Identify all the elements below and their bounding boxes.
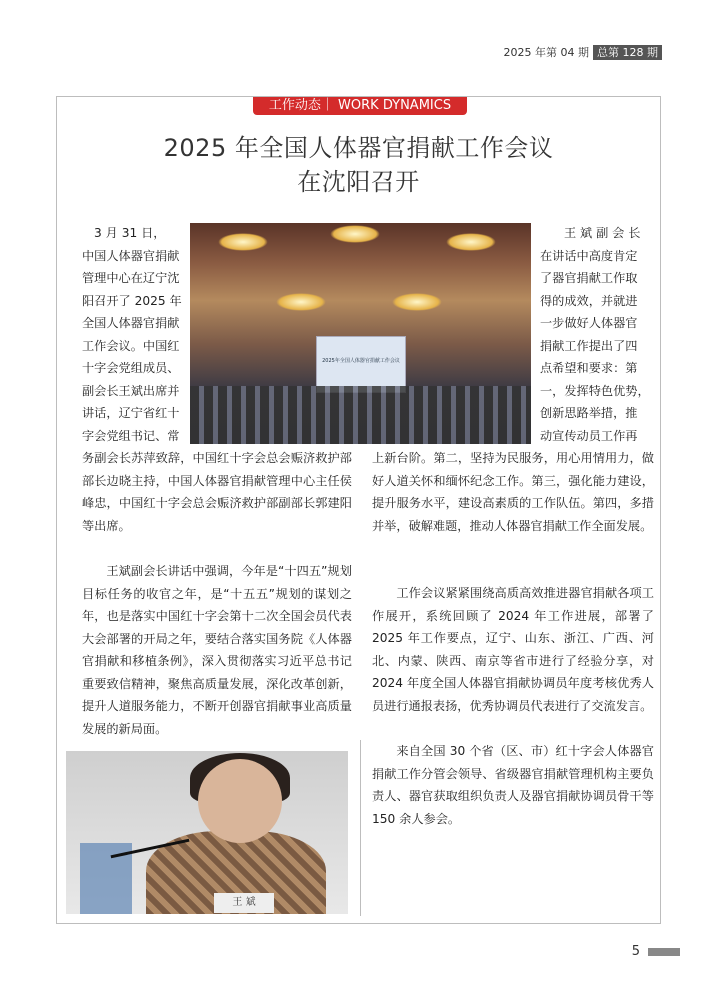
para1-line: 中国人体器官捐献: [82, 248, 180, 263]
para1-line: 字会党组书记、常: [82, 428, 180, 443]
para3-line: 一，发挥特色优势，: [540, 383, 650, 398]
speaker-face: [198, 759, 282, 843]
audience-rows: [190, 386, 531, 444]
column-divider: [360, 740, 361, 916]
conference-photo: [190, 223, 531, 444]
para3-line: 王 斌 副 会 长: [564, 226, 641, 240]
para3-line: 在讲话中高度肯定: [540, 248, 638, 263]
para1-line: 副会长王斌出席并: [82, 383, 180, 398]
article-title-line1: 2025 年全国人体器官捐献工作会议: [163, 134, 554, 162]
page-number: 5: [631, 944, 640, 959]
para1-line: 讲话，辽宁省红十: [82, 406, 180, 420]
projection-screen: [316, 336, 406, 393]
chandelier-icon: [330, 225, 380, 243]
para1-line: 阳召开了 2025 年: [82, 293, 182, 308]
para1-line: 十字会党组成员、: [82, 361, 180, 375]
para3-line: 一步做好人体器官: [540, 316, 638, 330]
issue-number: 2025 年第 04 期: [503, 46, 589, 59]
para3-line: 捐献工作提出了四: [540, 338, 638, 353]
para3-line: 得的成效，并就进: [540, 293, 638, 308]
para3-line: 动宣传动员工作再: [540, 428, 638, 443]
para3-rest: 上新台阶。第二，坚持为民服务，用心用情用力，做好人道关怀和缅怀纪念工作。第三，强化能力建设，提升服务水平，建设高素质的工作队伍。第四，多措并举，破解难题，推动人体器官捐献工作全面发展。: [372, 451, 654, 533]
para1-line: 全国人体器官捐献: [82, 316, 180, 330]
para5: 来自全国 30 个省（区、市）红十字会人体器官捐献工作分管会领导、省级器官捐献管理机构主要负责人、器官获取组织负责人及器官捐献协调员骨干等 150 余人参会。: [372, 744, 654, 826]
chandelier-icon: [276, 293, 326, 311]
screen-title: 2025年全国人体器官捐献工作会议: [322, 358, 400, 364]
article-title-line2: 在沈阳召开: [297, 168, 420, 196]
para2: 王斌副会长讲话中强调，今年是“十四五”规划目标任务的收官之年，是“十五五”规划的谋划之年，也是落实中国红十字会第十二次全国会员代表大会部署的开局之年，要结合落实国务院《人体器官捐献和移植条例》，深入贯彻落实习近平总书记重要致信精神，聚焦高质量发展，深化改革创新，提升人道服务能力，不断开创器官捐献事业高质量发展的新局面。: [82, 564, 352, 736]
para1-narrow: [82, 222, 182, 447]
para3-line: 点希望和要求：第: [540, 361, 638, 375]
chandelier-icon: [392, 293, 442, 311]
para3-line: 了器官捐献工作取: [540, 271, 638, 285]
page-number-area: [632, 944, 680, 959]
total-issue-badge: 总第 128 期: [593, 45, 662, 60]
speaker-photo: [66, 751, 348, 914]
para3-line: 创新思路举措，推: [540, 406, 638, 420]
para1-line: 3 月 31 日，: [94, 226, 166, 240]
chandelier-icon: [446, 233, 496, 251]
para1-line: 管理中心在辽宁沈: [82, 271, 180, 285]
para3-narrow: [540, 222, 654, 447]
para1-rest: 务副会长苏萍致辞，中国红十字会总会赈济救护部部长边晓主持，中国人体器官捐献管理中心主任侯峰忠，中国红十字会总会赈济救护部副部长郭建阳等出席。: [82, 451, 352, 533]
section-tag: 工作动态｜ WORK DYNAMICS: [253, 97, 467, 115]
nameplate: 王 斌: [214, 893, 274, 913]
para4: 工作会议紧紧围绕高质高效推进器官捐献各项工作展开，系统回顾了 2024 年工作进展，部署了 2025 年工作要点，辽宁、山东、浙江、广西、河北、内蒙、陕西、南京等省市进行了经验分享，对 2024 年度全国人体器官捐献协调员年度考核优秀人员进行通报表扬，优秀协调员代表进行了交流发言。: [372, 586, 654, 713]
para1-line: 工作会议。中国红: [82, 338, 180, 353]
issue-info: [504, 44, 662, 60]
chandelier-icon: [218, 233, 268, 251]
page-bar: [648, 948, 680, 956]
